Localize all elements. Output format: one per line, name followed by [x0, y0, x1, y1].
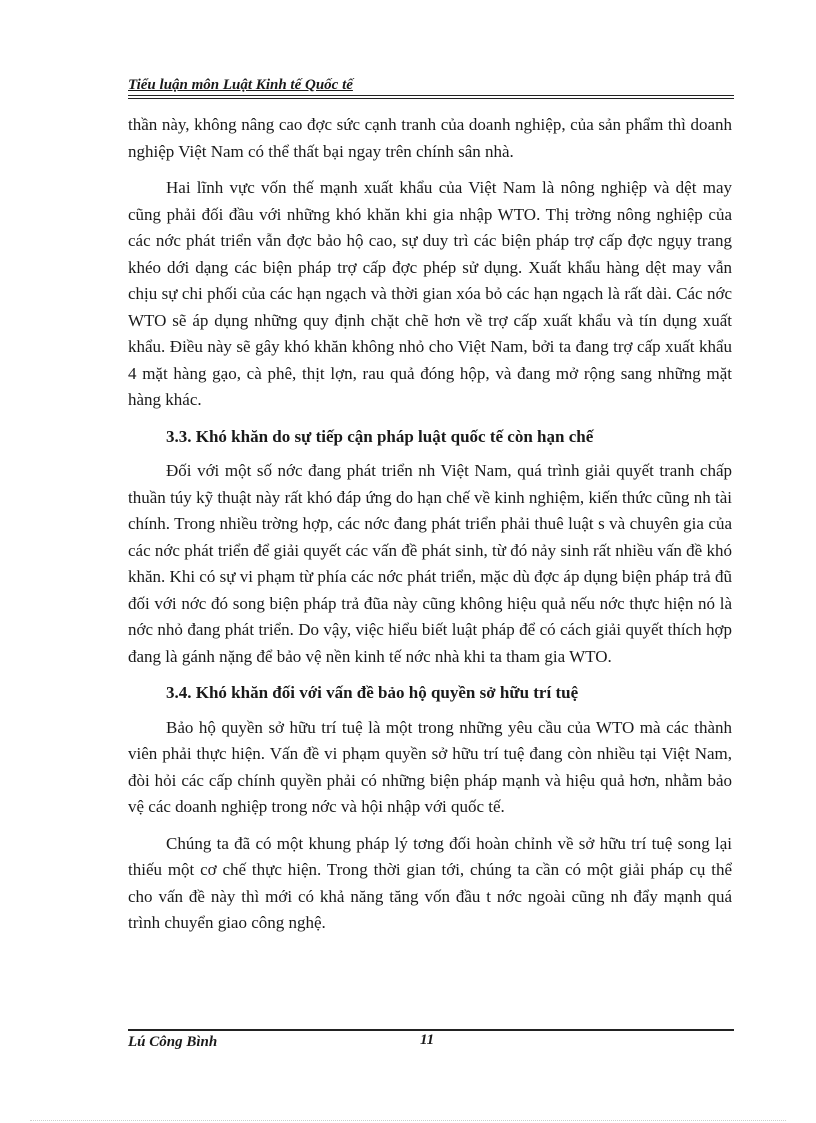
section-heading-3-3: 3.3. Khó khăn do sự tiếp cận pháp luật quốc tế còn hạn chế	[166, 426, 594, 446]
footer-rule	[128, 1029, 734, 1031]
header-rule	[128, 95, 734, 99]
paragraph-3: Đối với một số nớc đang phát triển nh Việt Nam, quá trình giải quyết tranh chấp thuần túy kỹ thuật này rất khó đáp ứng do hạn chế về kinh nghiệm, kiến thức cũng nh tài chính. Trong nhiều trờng hợp, các nớc đang phát triển phải thuê luật s và chuyên gia của các nớc phát triển để giải quyết các vấn đề phát sinh, từ đó nảy sinh rất nhiều vấn đề khó khăn. Khi có sự vi phạm từ phía các nớc phát triển, mặc dù đợc áp dụng biện pháp trả đũ đối với nớc đó song biện pháp trả đũa này cũng không hiệu quả nếu nớc thực hiện nó là nớc nhỏ đang phát triển. Do vậy, việc hiểu biết luật pháp để có cách giải quyết thích hợp đang là gánh nặng để bảo vệ nền kinh tế nớc nhà khi ta tham gia WTO.	[128, 461, 732, 666]
section-heading-3-4: 3.4. Khó khăn đối với vấn đề bảo hộ quyền sở hữu trí tuệ	[166, 683, 579, 702]
page-edge-dots	[30, 1120, 786, 1121]
page-number: 11	[420, 1032, 435, 1048]
header-title: Tiểu luận môn Luật Kinh tế Quốc tế	[128, 77, 353, 93]
document-body	[128, 112, 732, 947]
paragraph-2: Hai lĩnh vực vốn thế mạnh xuất khẩu của Việt Nam là nông nghiệp và dệt may cũng phải đối đầu với những khó khăn khi gia nhập WTO. Thị trờng nông nghiệp của các nớc phát triển vẫn đợc bảo hộ cao, sự duy trì các biện pháp trợ cấp đợc ngụy trang khéo dới dạng các biện pháp trợ cấp đợc phép sử dụng. Xuất khẩu hàng dệt may vẫn chịu sự chi phối của các hạn ngạch và thời gian xóa bỏ các hạn ngạch là rất dài. Các nớc WTO sẽ áp dụng những quy định chặt chẽ hơn về trợ cấp xuất khẩu và tín dụng xuất khẩu. Điều này sẽ gây khó khăn không nhỏ cho Việt Nam, bởi ta đang trợ cấp xuất khẩu 4 mặt hàng gạo, cà phê, thịt lợn, rau quả đóng hộp, và đang mở rộng sang những mặt hàng khác.	[128, 178, 732, 409]
paragraph-1: thần này, không nâng cao đợc sức cạnh tranh của doanh nghiệp, của sản phẩm thì doanh nghiệp Việt Nam có thể thất bại ngay trên chính sân nhà.	[128, 115, 732, 161]
paragraph-5: Chúng ta đã có một khung pháp lý tơng đối hoàn chỉnh về sở hữu trí tuệ song lại thiếu một cơ chế thực hiện. Trong thời gian tới, chúng ta cần có một giải pháp cụ thể cho vấn đề này thì mới có khả năng tăng vốn đầu t nớc ngoài cũng nh đẩy mạnh quá trình chuyển giao công nghệ.	[128, 833, 732, 932]
paragraph-4: Bảo hộ quyền sở hữu trí tuệ là một trong những yêu cầu của WTO mà các thành viên phải thực hiện. Vấn đề vi phạm quyền sở hữu trí tuệ đang còn nhiều tại Việt Nam, đòi hỏi các cấp chính quyền phải có những biện pháp mạnh và hiệu quả hơn, nhằm bảo vệ các doanh nghiệp trong nớc và hội nhập với quốc tế.	[128, 717, 732, 816]
footer-author: Lú Công Bình	[128, 1034, 218, 1050]
